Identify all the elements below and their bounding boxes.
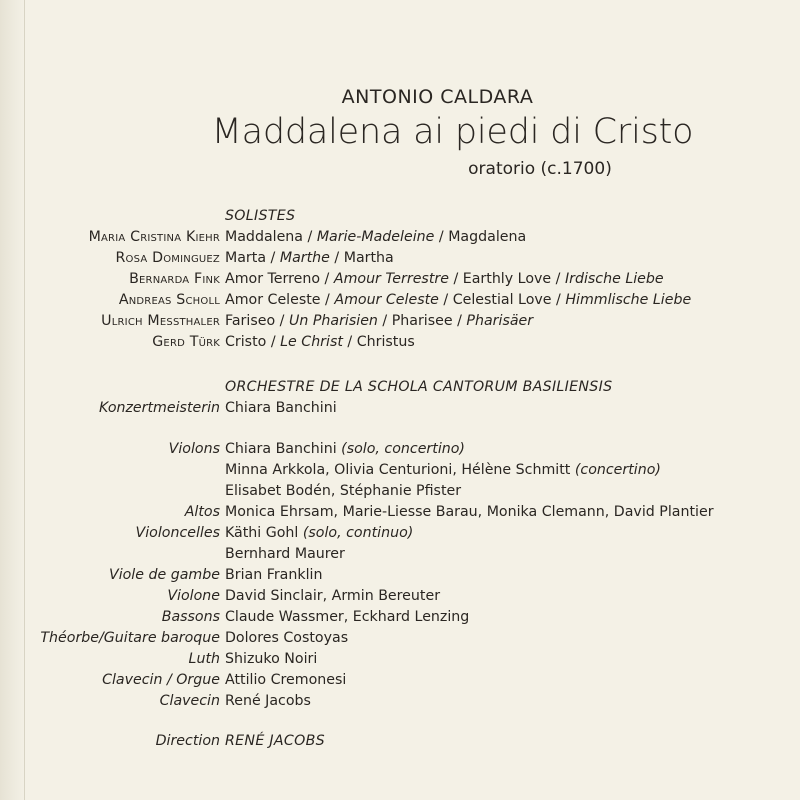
orchestra-heading: ORCHESTRE DE LA SCHOLA CANTORUM BASILIENSIS (225, 379, 613, 395)
conductor-name: RENÉ JACOBS (225, 733, 325, 749)
orchestra-role: Konzertmeisterin (99, 400, 220, 416)
orchestra-row (0, 398, 800, 419)
soloist-name: Ulrich Messthaler (101, 313, 220, 329)
soloist-name: Andreas Scholl (118, 292, 220, 308)
soloist-role: Amor Terreno / Amour Terrestre / Earthly Love / Irdische Liebe (225, 271, 664, 287)
orchestra-role: Violons (168, 441, 220, 457)
soloist-row (0, 290, 800, 311)
orchestra-names: Dolores Costoyas (225, 630, 349, 646)
orchestra-row (0, 691, 800, 712)
orchestra-row (0, 544, 800, 565)
orchestra-names: René Jacobs (225, 693, 311, 709)
orchestra-row (0, 565, 800, 586)
orchestra-names: Chiara Banchini (solo, concertino) (225, 441, 465, 457)
soloist-role: Amor Celeste / Amour Celeste / Celestial Love / Himmlische Liebe (225, 292, 692, 308)
orchestra-names: Attilio Cremonesi (225, 672, 347, 688)
orchestra-row (0, 439, 800, 460)
orchestra-names: Elisabet Bodén, Stéphanie Pfister (225, 483, 462, 499)
orchestra-names: Claude Wassmer, Eckhard Lenzing (225, 609, 470, 625)
soloist-name: Maria Cristina Kiehr (88, 229, 220, 245)
orchestra-names: Shizuko Noiri (225, 651, 318, 667)
orchestra-names: David Sinclair, Armin Bereuter (225, 588, 441, 604)
soloists-section (0, 206, 800, 353)
orchestra-row (0, 649, 800, 670)
orchestra-names: Chiara Banchini (225, 400, 337, 416)
soloist-name: Gerd Türk (152, 334, 220, 350)
orchestra-role: Clavecin / Orgue (102, 672, 220, 688)
orchestra-names: Käthi Gohl (solo, continuo) (225, 525, 414, 541)
orchestra-row (0, 628, 800, 649)
composer-name: ANTONIO CALDARA (341, 86, 534, 108)
orchestra-names: Brian Franklin (225, 567, 323, 583)
orchestra-row (0, 731, 800, 752)
soloist-role: Cristo / Le Christ / Christus (225, 334, 415, 350)
orchestra-role: Altos (184, 504, 220, 520)
orchestra-names: Minna Arkkola, Olivia Centurioni, Hélène Schmitt (concertino) (225, 462, 661, 478)
orchestra-row (0, 607, 800, 628)
direction-section (0, 731, 800, 752)
orchestra-row (0, 502, 800, 523)
orchestra-role: Viole de gambe (108, 567, 220, 583)
orchestra-row (0, 460, 800, 481)
soloist-row (0, 227, 800, 248)
soloist-row (0, 248, 800, 269)
orchestra-section (0, 377, 800, 419)
soloist-role: Fariseo / Un Pharisien / Pharisee / Pharisäer (225, 313, 534, 329)
work-subtitle: oratorio (c.1700) (468, 159, 612, 179)
orchestra-role: Luth (188, 651, 220, 667)
orchestra-row (0, 481, 800, 502)
orchestra-role: Violoncelles (135, 525, 220, 541)
orchestra-role: Clavecin (159, 693, 220, 709)
soloist-role: Maddalena / Marie-Madeleine / Magdalena (225, 229, 527, 245)
soloist-row (0, 311, 800, 332)
soloist-row (0, 269, 800, 290)
soloist-row (0, 332, 800, 353)
soloist-name: Bernarda Fink (129, 271, 220, 287)
orchestra-names: Monica Ehrsam, Marie-Liesse Barau, Monika Clemann, David Plantier (225, 504, 714, 520)
work-title: Maddalena ai piedi di Cristo (211, 112, 694, 152)
soloists-heading: SOLISTES (225, 208, 296, 224)
orchestra-row (0, 523, 800, 544)
instruments-section (0, 439, 800, 712)
direction-label: Direction (155, 733, 220, 749)
orchestra-role: Bassons (161, 609, 220, 625)
orchestra-role: Théorbe/Guitare baroque (40, 630, 220, 646)
orchestra-names: Bernhard Maurer (225, 546, 345, 562)
orchestra-row (0, 670, 800, 691)
orchestra-row (0, 586, 800, 607)
orchestra-role: Violone (167, 588, 220, 604)
soloist-name: Rosa Dominguez (115, 250, 220, 266)
soloist-role: Marta / Marthe / Martha (225, 250, 394, 266)
